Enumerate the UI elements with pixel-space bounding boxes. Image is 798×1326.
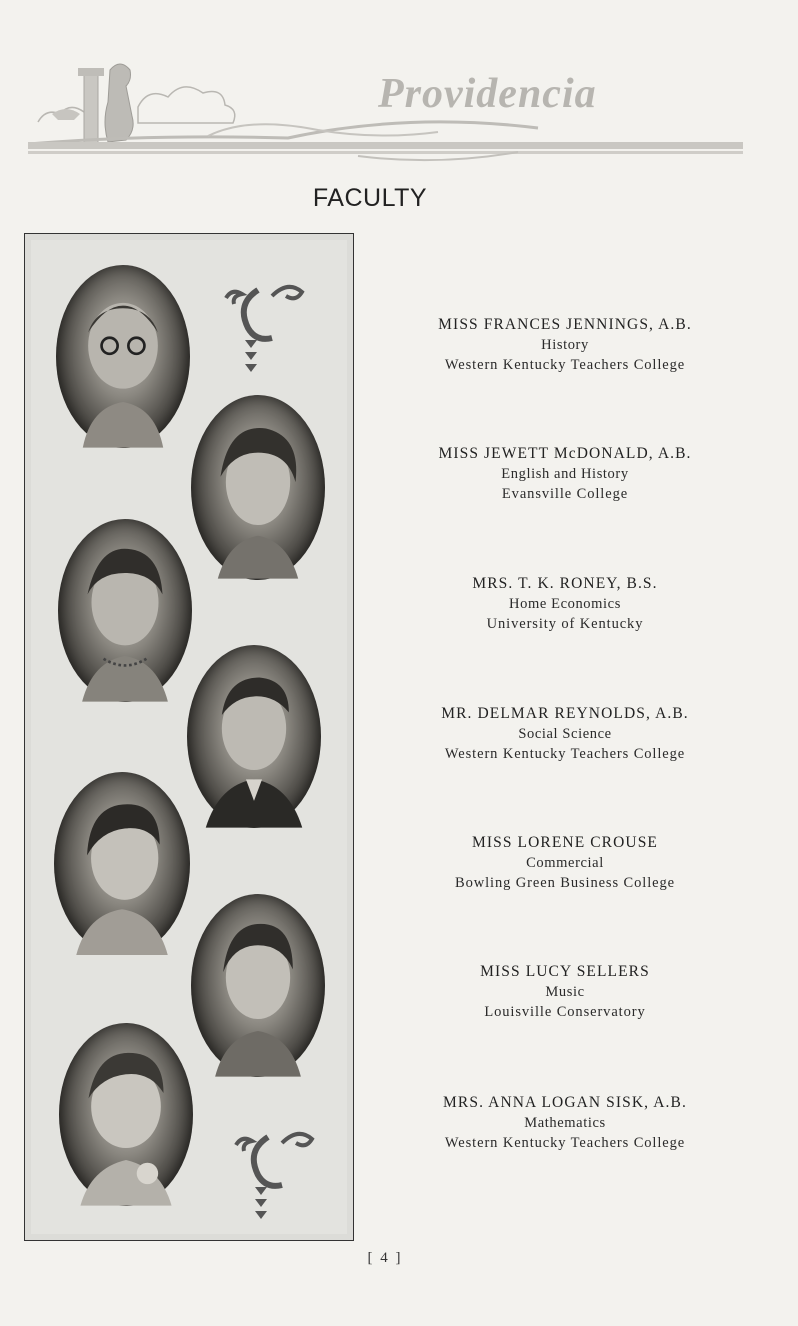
page-number: [ 4 ] <box>367 1250 403 1266</box>
faculty-entry <box>400 961 730 1022</box>
faculty-name: MRS. T. K. RONEY, B.S. <box>472 575 658 592</box>
faculty-school: Western Kentucky Teachers College <box>444 357 686 373</box>
faculty-subject: History <box>541 337 589 353</box>
faculty-subject: Music <box>545 984 585 1000</box>
faculty-entry <box>400 443 730 504</box>
faculty-entry <box>400 314 730 375</box>
faculty-subject: Mathematics <box>524 1115 606 1131</box>
faculty-name: MISS FRANCES JENNINGS, A.B. <box>438 316 692 333</box>
faculty-entry <box>400 1092 730 1153</box>
faculty-name: MISS LORENE CROUSE <box>471 834 659 851</box>
portrait-photo-6 <box>191 894 325 1077</box>
faculty-subject: Commercial <box>526 855 604 871</box>
faculty-school: Louisville Conservatory <box>484 1004 646 1020</box>
masthead-title: Providencia <box>378 71 597 117</box>
portrait-photo-2 <box>191 395 325 580</box>
scroll-ornament-bottom-icon <box>226 1127 326 1237</box>
faculty-entry <box>400 703 730 764</box>
faculty-subject: English and History <box>501 466 629 482</box>
portrait-photo-4 <box>187 645 321 828</box>
portrait-panel <box>24 233 354 1241</box>
portrait-photo-3 <box>58 519 192 702</box>
faculty-name: MISS JEWETT McDONALD, A.B. <box>438 445 692 462</box>
portrait-photo-1 <box>56 265 190 448</box>
faculty-entry <box>400 573 730 634</box>
faculty-name: MRS. ANNA LOGAN SISK, A.B. <box>443 1094 687 1111</box>
faculty-subject: Social Science <box>518 726 612 742</box>
faculty-school: Evansville College <box>501 486 629 502</box>
faculty-entry <box>400 832 730 893</box>
faculty-name: MISS LUCY SELLERS <box>480 963 650 980</box>
faculty-school: Western Kentucky Teachers College <box>444 746 686 762</box>
scroll-ornament-top-icon <box>216 280 316 390</box>
faculty-name: MR. DELMAR REYNOLDS, A.B. <box>441 705 689 722</box>
faculty-school: Western Kentucky Teachers College <box>444 1135 686 1151</box>
portrait-photo-5 <box>54 772 190 955</box>
faculty-school: Bowling Green Business College <box>455 875 675 891</box>
faculty-school: University of Kentucky <box>486 616 644 632</box>
faculty-subject: Home Economics <box>509 596 621 612</box>
section-title: FACULTY <box>312 184 428 212</box>
portrait-photo-7 <box>59 1023 193 1206</box>
